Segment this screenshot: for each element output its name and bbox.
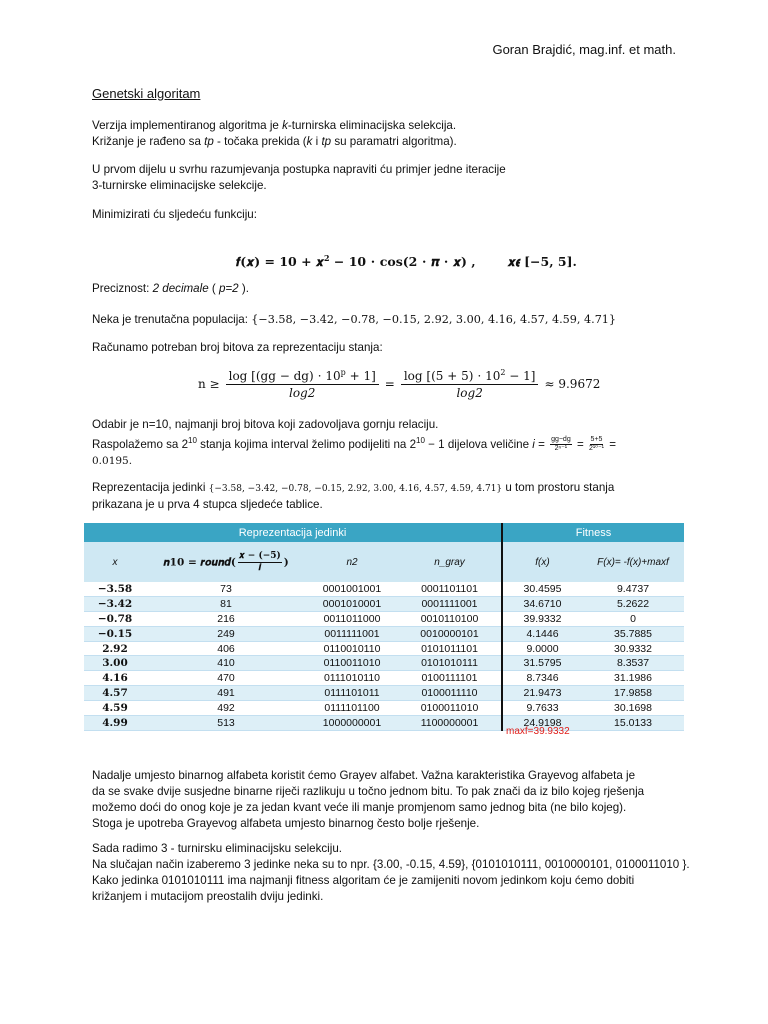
table-cell-Fx: 5.2622 <box>582 596 684 611</box>
table-row <box>84 611 684 626</box>
table-row <box>84 686 684 701</box>
table-cell-n2: 0110010110 <box>306 641 398 656</box>
table-cell-n2: 1000000001 <box>306 716 398 731</box>
table-cell-Fx: 9.4737 <box>582 582 684 596</box>
table-cell-Fx: 8.3537 <box>582 656 684 671</box>
table-cell-n2: 0011011000 <box>306 611 398 626</box>
author-name: Goran Brajdić, mag.inf. et math. <box>492 42 676 57</box>
table-cell-n2: 0001001001 <box>306 582 398 596</box>
table-cell-fx: 9.0000 <box>502 641 582 656</box>
table-cell-gray: 1100000001 <box>398 716 502 731</box>
group-header-fitness: Fitness <box>502 523 684 542</box>
table-cell-n10: 249 <box>146 626 306 641</box>
table-cell-n10: 406 <box>146 641 306 656</box>
table-cell-gray: 0100011110 <box>398 686 502 701</box>
table-cell-n2: 0110011010 <box>306 656 398 671</box>
table-cell-n10: 81 <box>146 596 306 611</box>
table-cell-x: 𝟐.𝟗𝟐 <box>84 641 146 656</box>
population-table <box>84 523 684 731</box>
population-text: Neka je trenutačna populacija: {−3.58, −3.42, −0.78, −0.15, 2.92, 3.00, 4.16, 4.57, 4.59, 4.71} <box>92 313 617 326</box>
table-cell-n2: 0001010001 <box>306 596 398 611</box>
table-cell-gray: 0010000101 <box>398 626 502 641</box>
table-cell-n10: 73 <box>146 582 306 596</box>
table-cell-gray: 0101011101 <box>398 641 502 656</box>
table-row <box>84 596 684 611</box>
table-row <box>84 656 684 671</box>
table-cell-Fx: 0 <box>582 611 684 626</box>
table-cell-x: 𝟒.𝟏𝟔 <box>84 671 146 686</box>
table-cell-fx: 9.7633 <box>502 701 582 716</box>
table-cell-fx: 4.1446 <box>502 626 582 641</box>
table-cell-n2: 0111101100 <box>306 701 398 716</box>
table-cell-n2: 0011111001 <box>306 626 398 641</box>
table-cell-x: 𝟒.𝟓𝟕 <box>84 686 146 701</box>
col-header-Fx: F(x)= -f(x)+maxf <box>582 542 684 582</box>
table-cell-fx: 8.7346 <box>502 671 582 686</box>
table-cell-fx: 24.9198 <box>502 716 582 731</box>
table-cell-Fx: 17.9858 <box>582 686 684 701</box>
bits-intro: Računamo potreban broj bitova za reprezentaciju stanja: <box>92 341 383 354</box>
odabir-text: Odabir je n=10, najmanji broj bitova koji zadovoljava gornju relaciju. <box>92 418 439 431</box>
table-cell-x: −𝟑.𝟒𝟐 <box>84 596 146 611</box>
objective-function: 𝒇(𝒙) = 𝟏𝟎 + 𝒙$^𝟐$ − 𝟏𝟎 ⋅ 𝐜𝐨𝐬(𝟐 ⋅ 𝝅 ⋅ 𝒙) , 𝒙𝝐 [−𝟓, 𝟓]. <box>236 253 577 270</box>
col-header-n2: n2 <box>306 542 398 582</box>
precision-text: Preciznost: 2 decimale ( p=2 ). <box>92 282 249 295</box>
gray-paragraph: Nadalje umjesto binarnog alfabeta koristit ćemo Grayev alfabet. Važna karakteristika Grayevog alfabeta je da se svake dvije susjedne binarne riječi razlikuju u točno jednom bitu. To pak znači da iz bilo kojeg rješenja možemo doći do onog koje je za jedan kvant veće ili manje promjenom samo jednog bita (ne bilo kojeg). Stoga je upotreba Grayevog alfabeta umjesto binarnog često bolje rješenje. <box>92 769 645 830</box>
table-cell-x: −𝟎.𝟏𝟓 <box>84 626 146 641</box>
table-cell-n10: 470 <box>146 671 306 686</box>
table-cell-gray: 0100111101 <box>398 671 502 686</box>
table-row <box>84 701 684 716</box>
table-cell-n2: 0111010110 <box>306 671 398 686</box>
table-cell-n10: 513 <box>146 716 306 731</box>
table-cell-gray: 0010110100 <box>398 611 502 626</box>
table-cell-gray: 0100011010 <box>398 701 502 716</box>
table-cell-gray: 0001111001 <box>398 596 502 611</box>
table-cell-fx: 21.9473 <box>502 686 582 701</box>
table-cell-Fx: 30.1698 <box>582 701 684 716</box>
section-heading: Genetski algoritam <box>92 86 201 101</box>
table-cell-x: −𝟎.𝟕𝟖 <box>84 611 146 626</box>
table-cell-n10: 492 <box>146 701 306 716</box>
table-cell-fx: 34.6710 <box>502 596 582 611</box>
table-cell-Fx: 30.9332 <box>582 641 684 656</box>
table-cell-Fx: 31.1986 <box>582 671 684 686</box>
bits-formula: n ≥ $\frac{\log [(gg - dg) \cdot 10^p + 1]}{\log 2}$ = $\frac{\log [(5 + 5) \cdot 10^2 - 1]}{\log 2}$ ≈ 9.9672 <box>198 368 601 400</box>
table-row <box>84 626 684 641</box>
table-cell-x: 𝟒.𝟓𝟗 <box>84 701 146 716</box>
table-cell-x: −𝟑.𝟓𝟖 <box>84 582 146 596</box>
raspolazemo-text: Raspolažemo sa $2^{10}$ stanja kojima interval želimo podijeliti na $2^{10} - 1$ dijelova veličine i = $\frac{gg-dg}{\text{2ⁿ⁻¹}}$ = $\frac{5+5}{\text{2¹⁰⁻¹}}$ = 0.0195. <box>92 436 617 468</box>
table-cell-x: 𝟑.𝟎𝟎 <box>84 656 146 671</box>
table-cell-Fx: 35.7885 <box>582 626 684 641</box>
table-cell-gray: 0001101101 <box>398 582 502 596</box>
minimize-text: Minimizirati ću sljedeću funkciju: <box>92 208 257 221</box>
maxf-note: maxf=39.9332 <box>506 726 570 737</box>
group-header-representation: Reprezentacija jedinki <box>84 523 502 542</box>
table-cell-x: 𝟒.𝟗𝟗 <box>84 716 146 731</box>
table-row <box>84 716 684 731</box>
table-cell-fx: 31.5795 <box>502 656 582 671</box>
part1-paragraph: U prvom dijelu u svrhu razumjevanja postupka napraviti ću primjer jedne iteracije 3-turnirske eliminacijske selekcije. <box>92 163 506 192</box>
table-cell-n2: 0111101011 <box>306 686 398 701</box>
col-header-x: x <box>84 542 146 582</box>
table-cell-fx: 39.9332 <box>502 611 582 626</box>
table-cell-n10: 491 <box>146 686 306 701</box>
table-cell-gray: 0101010111 <box>398 656 502 671</box>
col-header-fx: f(x) <box>502 542 582 582</box>
intro-paragraph: Verzija implementiranog algoritma je k-turnirska eliminacijska selekcija. Križanje je rađeno sa tp - točaka prekida (k i tp su paramatri algoritma). <box>92 119 457 148</box>
col-header-gray: n_gray <box>398 542 502 582</box>
table-cell-fx: 30.4595 <box>502 582 582 596</box>
table-row <box>84 641 684 656</box>
selection-paragraph: Sada radimo 3 - turnirsku eliminacijsku selekciju. Na slučajan način izaberemo 3 jedinke neka su to npr. {3.00, -0.15, 4.59}, {0101010111, 0010000101, 0100011010 }. Kako jedinka 0101010111 ima najmanji fitness algoritam će je zamijeniti novom jedinkom koju ćemo dobiti križanjem i mutacijom preostalih dviju jedinki. <box>92 842 690 903</box>
representation-text: Reprezentacija jedinki {−3.58, −3.42, −0.78, −0.15, 2.92, 3.00, 4.16, 4.57, 4.59, 4.71} u tom prostoru stanja prikazana je u prva 4 stupca sljedeće tablice. <box>92 481 615 511</box>
table-row <box>84 671 684 686</box>
table-cell-n10: 216 <box>146 611 306 626</box>
col-header-n10: 𝒏𝟏𝟎 = 𝒓𝒐𝒖𝒏𝒅( 𝒙 − (−𝟓) 𝒊 ) <box>146 542 306 582</box>
table-cell-n10: 410 <box>146 656 306 671</box>
table-cell-Fx: 15.0133 <box>582 716 684 731</box>
table-row <box>84 582 684 596</box>
